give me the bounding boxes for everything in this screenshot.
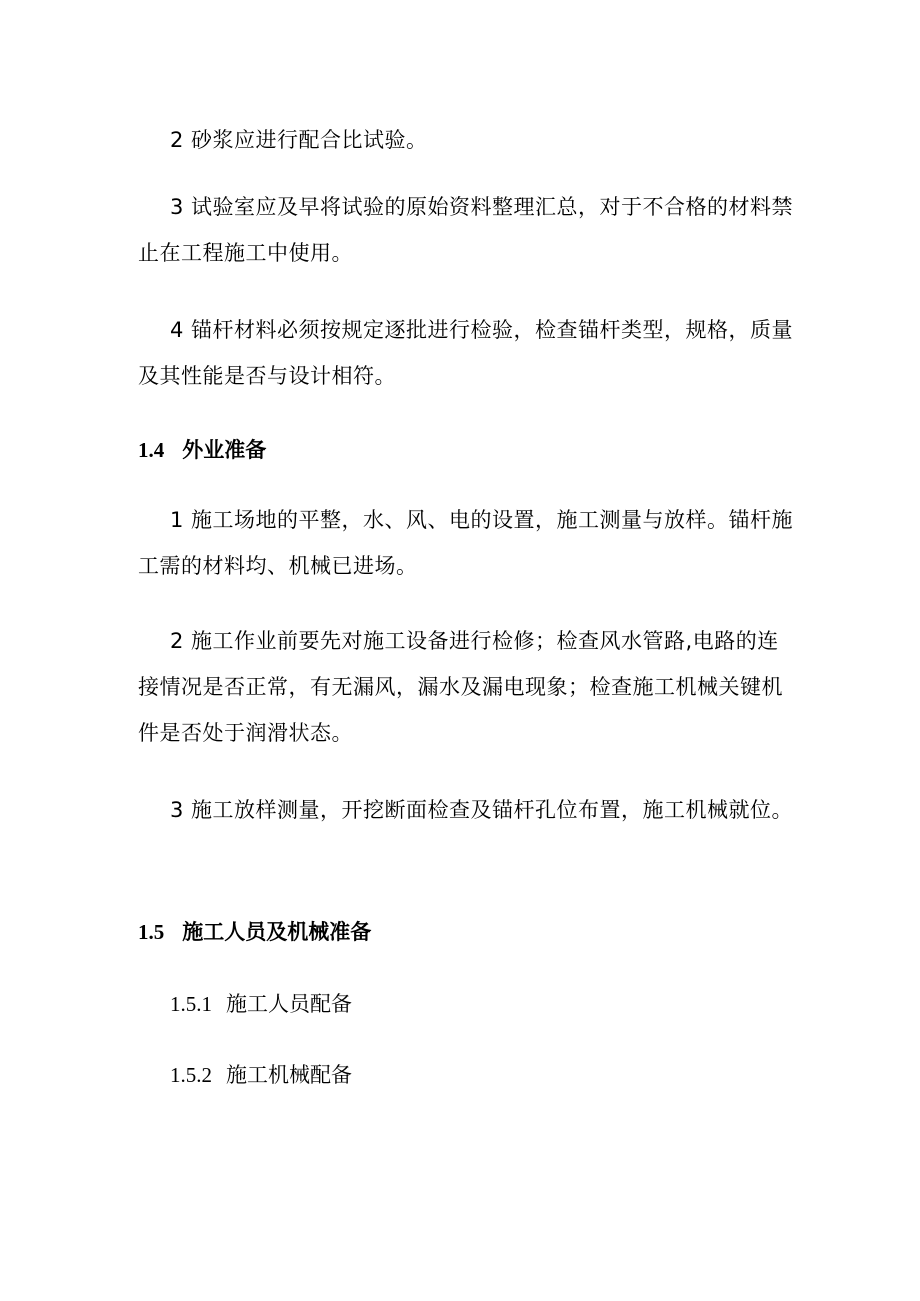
- subsection-number: 1.5.1: [170, 992, 212, 1016]
- subsection-heading-1-5-1: [170, 981, 352, 1027]
- subsection-title: 施工人员配备: [226, 992, 352, 1016]
- subsection-title: 施工机械配备: [226, 1063, 352, 1087]
- section-title: 外业准备: [182, 438, 267, 462]
- section-number: 1.4: [138, 438, 165, 462]
- paragraph-site-prep: 1 施工场地的平整，水、风、电的设置，施工测量与放样。锚杆施工需的材料均、机械已进场。: [138, 508, 794, 578]
- section-heading-1-4: [138, 427, 266, 473]
- paragraph-anchor-inspection: 4 锚杆材料必须按规定逐批进行检验，检查锚杆类型，规格，质量及其性能是否与设计相符。: [138, 318, 794, 388]
- section-title: 施工人员及机械准备: [182, 920, 372, 944]
- section-number: 1.5: [138, 920, 165, 944]
- paragraph-lab-records: 3 试验室应及早将试验的原始资料整理汇总，对于不合格的材料禁止在工程施工中使用。: [138, 195, 794, 265]
- subsection-heading-1-5-2: [170, 1052, 352, 1098]
- section-heading-1-5: [138, 909, 371, 955]
- paragraph-survey-layout: 3 施工放样测量，开挖断面检查及锚杆孔位布置，施工机械就位。: [170, 798, 794, 822]
- paragraph-mortar-mix: 2 砂浆应进行配合比试验。: [170, 128, 428, 152]
- paragraph-equipment-check: 2 施工作业前要先对施工设备进行检修；检查风水管路,电路的连接情况是否正常，有无漏风，漏水及漏电现象；检查施工机械关键机件是否处于润滑状态。: [138, 629, 783, 745]
- subsection-number: 1.5.2: [170, 1063, 212, 1087]
